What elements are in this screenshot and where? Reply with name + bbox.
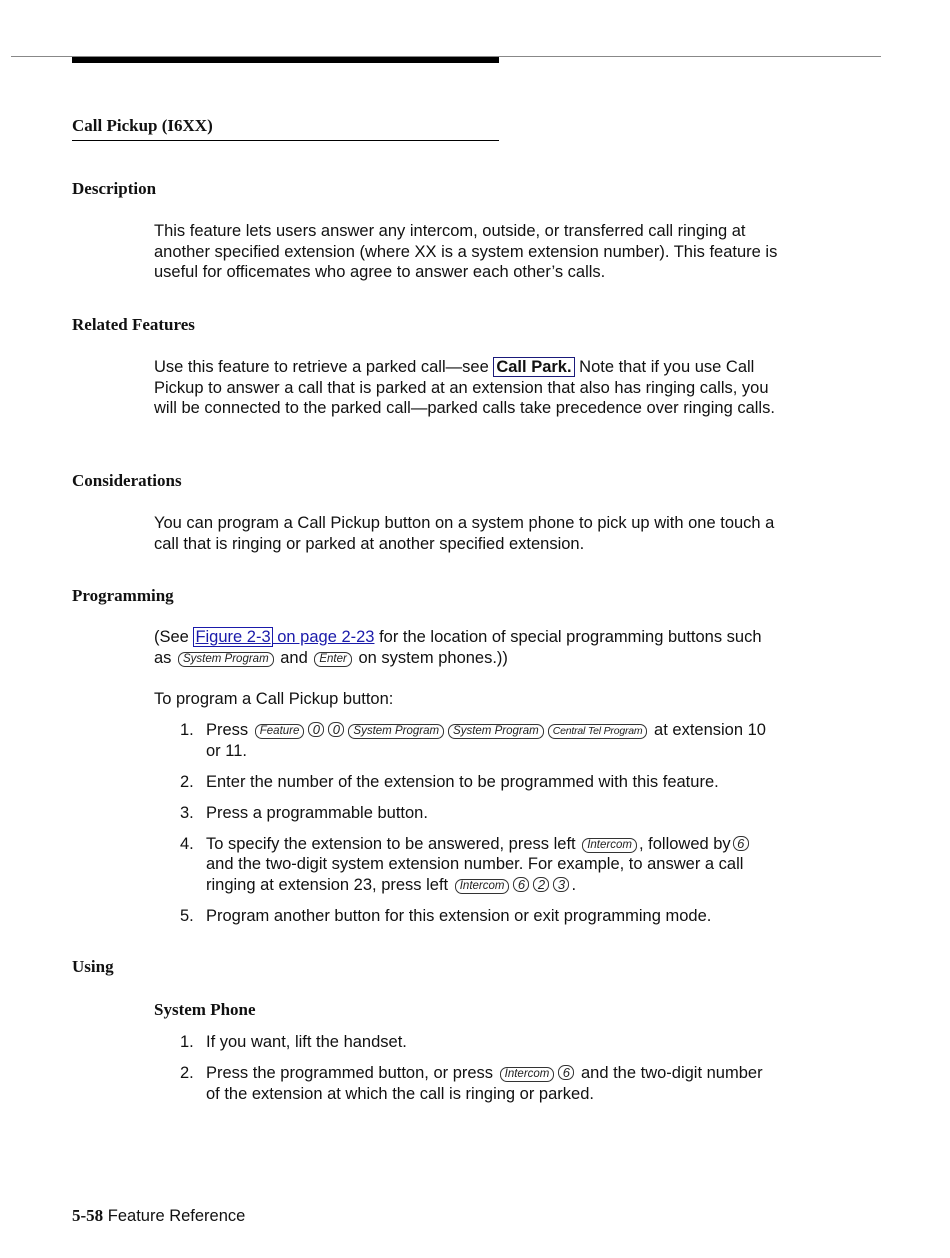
using-step-1 (154, 1032, 779, 1053)
related-text-after: Note that if you use Call Pickup to answer a call that is parked at an extension that also has ringing calls, you will be connected to the parked call—parked calls take precedence over ringing calls. (154, 358, 775, 417)
digit-0-key-icon: 0 (328, 722, 344, 737)
digit-0-key-icon: 0 (308, 722, 324, 737)
system-phone-subheading: System Phone (154, 1000, 256, 1019)
intercom-key-icon: Intercom (582, 838, 637, 853)
using-heading: Using (72, 957, 114, 976)
step-4-end: . (571, 875, 577, 894)
digit-6-key-icon: 6 (558, 1065, 574, 1080)
digit-6-key-icon: 6 (733, 836, 749, 851)
see-and: and (275, 648, 313, 667)
page-2-23-link[interactable]: on page 2-23 (272, 628, 375, 646)
considerations-text: You can program a Call Pickup button on a system phone to pick up with one touch a call that is ringing or parked at another specified extension. (154, 514, 775, 553)
description-heading: Description (72, 179, 157, 198)
step-1-pre: Press (206, 721, 253, 739)
intercom-key-icon: Intercom (500, 1067, 555, 1082)
programming-step-1 (154, 720, 779, 761)
step-number: 4. (180, 834, 194, 853)
using-steps (154, 1032, 779, 1115)
page-number: 5-58 (72, 1206, 104, 1225)
call-park-xref-link[interactable]: Call Park. (493, 357, 574, 377)
related-features-text (154, 357, 779, 419)
enter-key-icon: Enter (314, 652, 352, 667)
system-program-key-icon: System Program (178, 652, 274, 667)
step-number: 2. (180, 772, 194, 791)
digit-6-key-icon: 6 (513, 877, 529, 892)
programming-step-3 (154, 803, 779, 824)
considerations-heading: Considerations (72, 471, 182, 490)
feature-key-icon: Feature (255, 724, 305, 739)
step-number: 1. (180, 1033, 194, 1051)
related-features-heading: Related Features (72, 315, 195, 334)
step-number: 2. (180, 1064, 194, 1082)
programming-intro: To program a Call Pickup button: (154, 690, 394, 708)
page-footer (72, 1206, 245, 1226)
programming-step-4 (154, 834, 779, 896)
using-step-2 (154, 1063, 779, 1104)
description-text: This feature lets users answer any intercom, outside, or transferred call ringing at another specified extension (where XX is a system extension number). This feature is useful for officemates who agree to answer each other’s calls. (154, 222, 778, 281)
step-number: 1. (180, 721, 194, 739)
programming-heading: Programming (72, 586, 174, 605)
related-text-before: Use this feature to retrieve a parked call—see (154, 358, 494, 376)
page-title: Call Pickup (I6XX) (72, 116, 499, 141)
digit-3-key-icon: 3 (553, 877, 569, 892)
programming-steps (154, 720, 779, 937)
central-tel-program-key-icon: Central Tel Program (548, 724, 648, 739)
see-close: on system phones.)) (353, 648, 508, 667)
using-step-2-post: and the two-digit number of the extension at which the call is ringing or parked. (206, 1064, 763, 1103)
digit-2-key-icon: 2 (533, 877, 549, 892)
system-program-key-icon: System Program (348, 724, 444, 739)
programming-see-note (154, 627, 779, 668)
step-4-mid: , followed by (638, 834, 731, 853)
system-program-key-icon: System Program (448, 724, 544, 739)
step-5-text: Program another button for this extension or exit programming mode. (206, 906, 712, 925)
step-3-text: Press a programmable button. (206, 803, 428, 822)
step-4-mid2: and the two-digit system extension number. For example, to answer a call ringing at extension 23, press left (206, 855, 744, 894)
see-mid: for the location of special programming buttons such as (154, 628, 762, 667)
programming-step-2 (154, 772, 779, 793)
step-number: 3. (180, 803, 194, 822)
using-step-2-pre: Press the programmed button, or press (206, 1064, 498, 1082)
step-4-pre: To specify the extension to be answered, press left (206, 834, 581, 853)
using-step-1-text: If you want, lift the handset. (206, 1033, 407, 1051)
header-thick-rule (72, 57, 499, 63)
step-number: 5. (180, 906, 194, 925)
figure-2-3-link[interactable]: Figure 2-3 (195, 628, 271, 646)
see-open: (See (154, 628, 194, 646)
step-2-text: Enter the number of the extension to be programmed with this feature. (206, 772, 719, 791)
programming-step-5 (154, 906, 779, 927)
footer-label: Feature Reference (103, 1207, 246, 1225)
intercom-key-icon: Intercom (455, 879, 510, 894)
step-1-post: at extension 10 or 11. (206, 721, 766, 760)
